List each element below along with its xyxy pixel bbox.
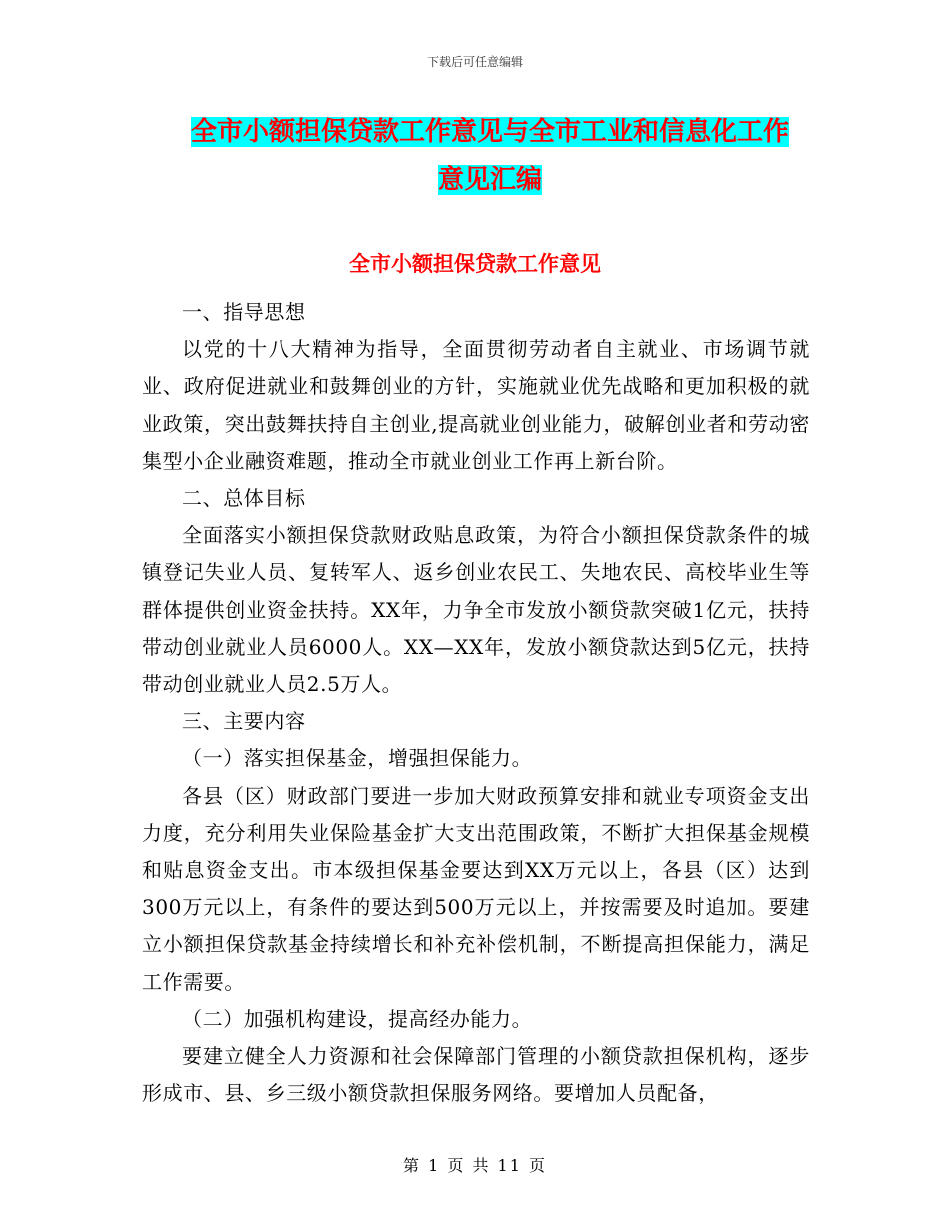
paragraph-overall-goals: 全面落实小额担保贷款财政贴息政策，为符合小额担保贷款条件的城镇登记失业人员、复转军人、返乡创业农民工、失地农民、高校毕业生等群体提供创业资金扶持。XX年，力争全市发放小额贷款突破1亿元，扶持带动创业就业人员6000人。XX—XX年，发放小额贷款达到5亿元，扶持带动创业就业人员2.5万人。 <box>142 523 810 697</box>
document-title <box>140 108 840 204</box>
subheading-institution-building: （二）加强机构建设，提高经办能力。 <box>182 1006 533 1031</box>
paragraph-guarantee-fund: 各县（区）财政部门要进一步加大财政预算安排和就业专项资金支出力度，充分利用失业保险基金扩大支出范围政策，不断扩大担保基金规模和贴息资金支出。市本级担保基金要达到XX万元以上，各县（区）达到300万元以上，有条件的要达到500万元以上，并按需要及时追加。要建立小额担保贷款基金持续增长和补充补偿机制，不断提高担保能力，满足工作需要。 <box>142 783 810 994</box>
document-body <box>142 294 810 1112</box>
page-header-note: 下载后可任意编辑 <box>426 55 523 69</box>
document-title-line-1: 全市小额担保贷款工作意见与全市工业和信息化工作 <box>190 117 789 147</box>
heading-guiding-ideology: 一、指导思想 <box>182 300 306 324</box>
paragraph-guiding-ideology: 以党的十八大精神为指导，全面贯彻劳动者自主就业、市场调节就业、政府促进就业和鼓舞创业的方针，实施就业优先战略和更加积极的就业政策，突出鼓舞扶持自主创业,提高就业创业能力，破解创业者和劳动密集型小企业融资难题，推动全市就业创业工作再上新台阶。 <box>142 337 810 473</box>
section-title: 全市小额担保贷款工作意见 <box>349 252 601 276</box>
subheading-guarantee-fund: （一）落实担保基金，增强担保能力。 <box>182 746 533 771</box>
page-number: 第 1 页 共 11 页 <box>403 1156 547 1175</box>
heading-main-content: 三、主要内容 <box>182 709 306 734</box>
document-title-line-2: 意见汇编 <box>437 165 542 195</box>
paragraph-institution-building: 要建立健全人力资源和社会保障部门管理的小额贷款担保机构，逐步形成市、县、乡三级小额贷款担保服务网络。要增加人员配备， <box>142 1044 810 1106</box>
heading-overall-goals: 二、总体目标 <box>182 486 306 511</box>
